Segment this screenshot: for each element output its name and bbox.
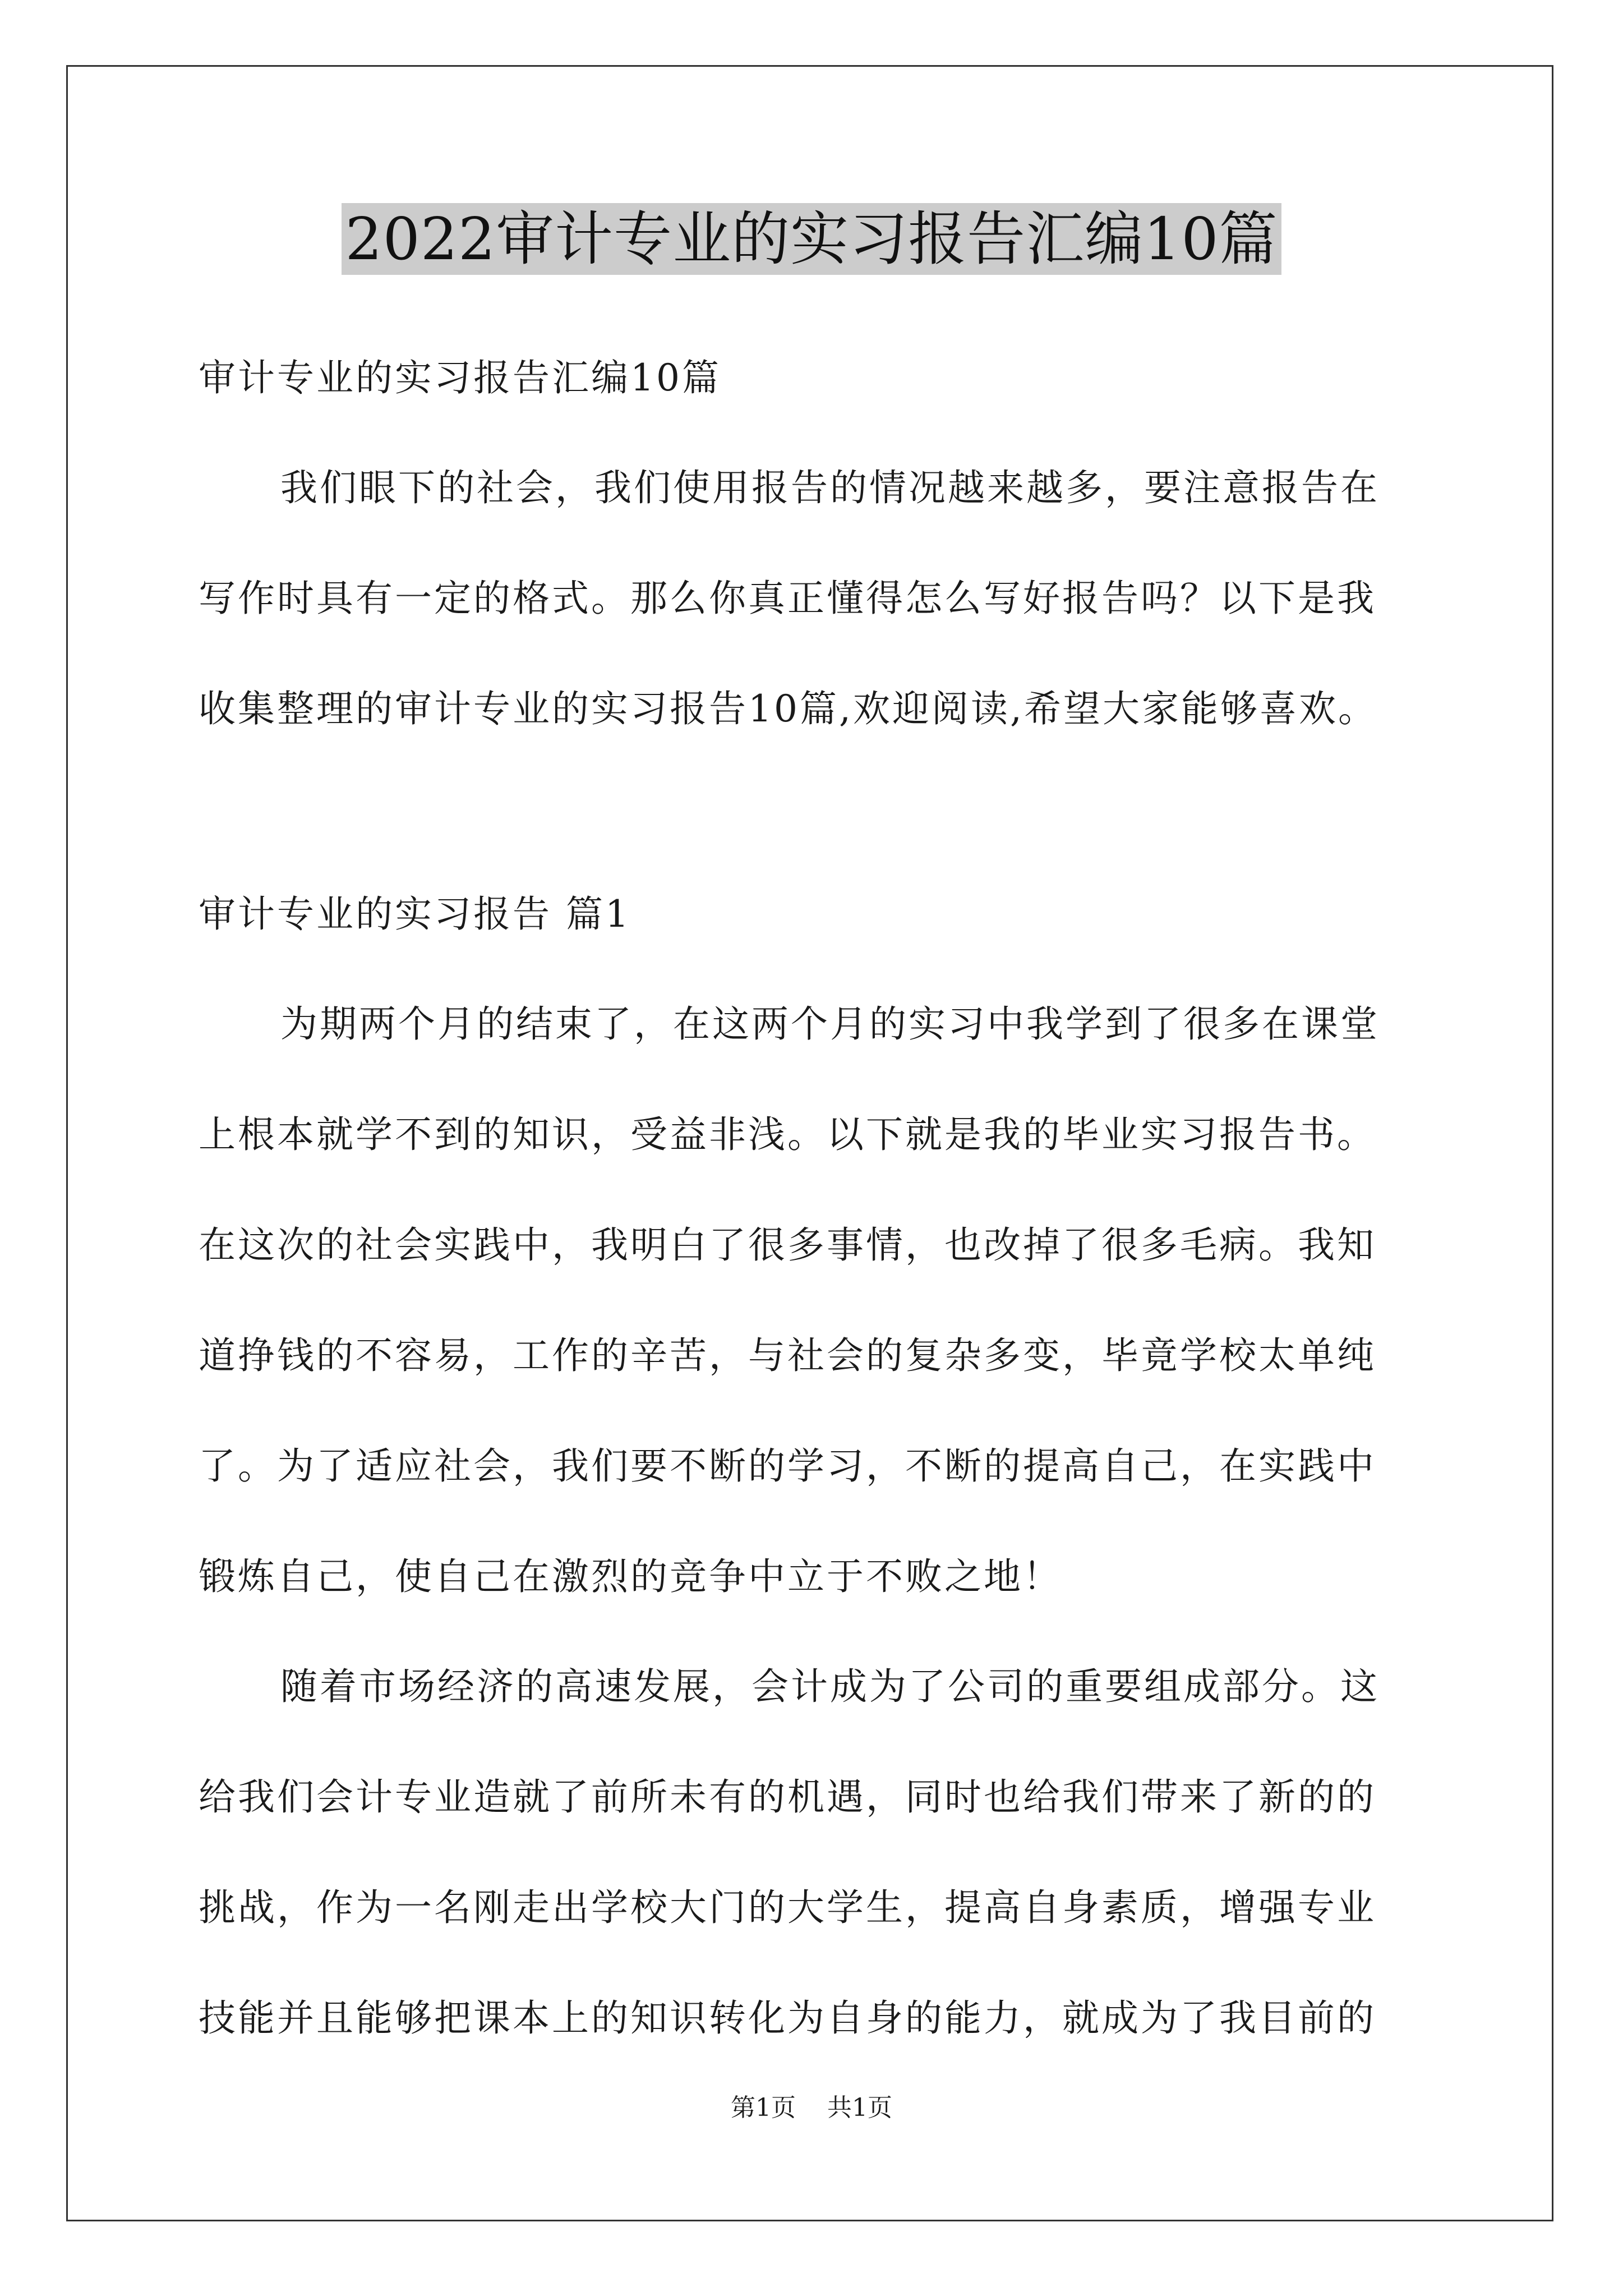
paragraph-1-line-2: 上根本就学不到的知识，受益非浅。以下就是我的毕业实习报告书。 [199, 1113, 1376, 1156]
intro-paragraph-line-1: 我们眼下的社会，我们使用报告的情况越来越多，要注意报告在 [280, 466, 1380, 509]
paragraph-1-line-6: 锻炼自己，使自己在激烈的竞争中立于不败之地！ [199, 1555, 1062, 1598]
paragraph-2-line-1: 随着市场经济的高速发展，会计成为了公司的重要组成部分。这 [280, 1665, 1380, 1708]
page-total: 共1页 [827, 2093, 892, 2122]
paragraph-1-line-3: 在这次的社会实践中，我明白了很多事情，也改掉了很多毛病。我知 [199, 1223, 1376, 1267]
intro-paragraph-line-3: 收集整理的审计专业的实习报告10篇,欢迎阅读,希望大家能够喜欢。 [199, 687, 1377, 730]
paragraph-2-line-3: 挑战，作为一名刚走出学校大门的大学生，提高自身素质，增强专业 [199, 1886, 1376, 1929]
document-title: 2022审计专业的实习报告汇编10篇 [342, 203, 1281, 275]
page-number: 第1页 [731, 2093, 796, 2122]
section-heading: 审计专业的实习报告 篇1 [199, 892, 631, 936]
title-container [0, 203, 1623, 275]
paragraph-2-line-4: 技能并且能够把课本上的知识转化为自身的能力，就成为了我目前的 [199, 1996, 1376, 2040]
paragraph-1-line-5: 了。为了适应社会，我们要不断的学习，不断的提高自己，在实践中 [199, 1444, 1376, 1488]
intro-paragraph-line-2: 写作时具有一定的格式。那么你真正懂得怎么写好报告吗？以下是我 [199, 577, 1376, 620]
paragraph-1-line-4: 道挣钱的不容易，工作的辛苦，与社会的复杂多变，毕竟学校太单纯 [199, 1334, 1376, 1377]
paragraph-2-line-2: 给我们会计专业造就了前所未有的机遇，同时也给我们带来了新的的 [199, 1775, 1376, 1819]
subtitle-line: 审计专业的实习报告汇编10篇 [199, 356, 721, 399]
page-footer [0, 2092, 1623, 2124]
paragraph-1-line-1: 为期两个月的结束了，在这两个月的实习中我学到了很多在课堂 [280, 1002, 1380, 1046]
